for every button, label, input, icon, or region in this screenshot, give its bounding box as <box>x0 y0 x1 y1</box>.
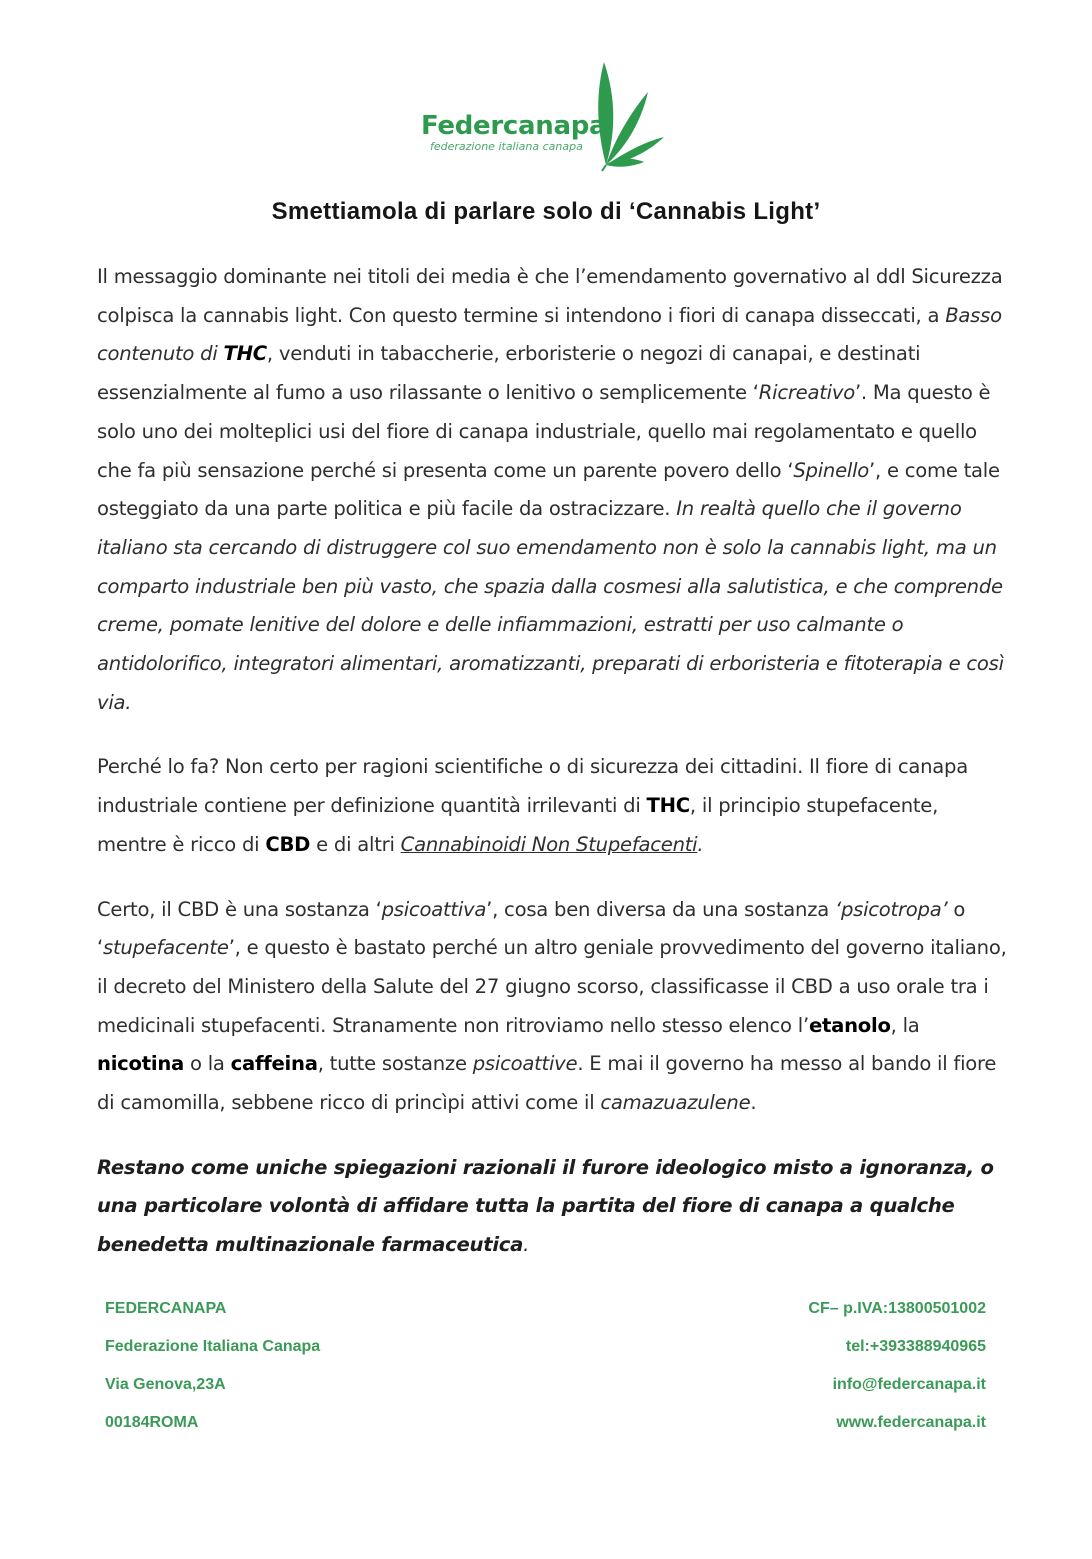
text-run: . <box>697 832 704 856</box>
footer-city: 00184ROMA <box>105 1414 199 1431</box>
footer-address <box>105 1290 320 1442</box>
text-run: Il messaggio dominante nei titoli dei media è che l’emendamento governativo al ddl Sicurezza colpisca la cannabis light. Con questo termine si intendono i fiori di canapa disseccati, a <box>97 265 1003 327</box>
bold-term: CBD <box>265 832 311 856</box>
emphasis-bold: THC <box>223 342 267 366</box>
footer-vat: CF– p.IVA:13800501002 <box>808 1300 986 1317</box>
emphasis: psicoattive <box>472 1052 578 1076</box>
text-run: Perché lo fa? Non certo per ragioni scientifiche o di sicurezza dei cittadini. Il fiore di canapa industriale contiene per definizione quantità irrilevanti di <box>97 755 968 818</box>
text-run: , venduti in tabaccherie, erboristerie o negozi di canapai, e destinati essenzialmente al fumo a uso rilassante o lenitivo o semplicemente ‘ <box>97 342 921 405</box>
text-run: ’. Ma questo è solo uno dei molteplici usi del fiore di canapa industriale, quello mai regolamentato e quello che fa più sensazione perché si presenta come un parente povero dello ‘ <box>97 381 991 482</box>
emphasis: In realtà quello che il governo italiano sta cercando di distruggere col suo emendamento non è solo la cannabis light, ma un comparto industriale ben più vasto, che spazia dalla cosmesi alla salutistica, e che comprende creme, pomate lenitive del dolore e delle infiammazioni, estratti per uso calmante o antidolorifico, integratori alimentari, aromatizzanti, preparati di erboristeria e fitoterapia e così via. <box>97 497 1004 714</box>
text-run: o la <box>184 1052 231 1076</box>
emphasis: Ricreativo <box>758 381 855 405</box>
text-run: e di altri <box>310 832 401 856</box>
emphasis: ‘psicotropa’ <box>834 897 948 921</box>
underlined-term: Cannabinoidi Non Stupefacenti <box>400 832 698 856</box>
footer-phone: tel:+393388940965 <box>845 1338 986 1355</box>
closing-text: Restano come uniche spiegazioni razionali il furore ideologico misto a ignoranza, o una particolare volontà di affidare tutta la partita del fiore di canapa a qualche benedetta multinazionale farmaceutica <box>97 1155 994 1257</box>
text-run: , la <box>890 1013 920 1037</box>
paragraph-3 <box>97 891 1007 1123</box>
closing-period: . <box>523 1233 530 1257</box>
text-run: ’, cosa ben diversa da una sostanza <box>486 897 835 921</box>
text-run: o ‘ <box>97 897 966 960</box>
closing-statement <box>97 1149 1007 1265</box>
text-run: , il principio stupefacente, mentre è ricco di <box>97 794 939 856</box>
logo-wordmark: Federcanapa <box>421 111 607 141</box>
footer-contacts <box>808 1290 986 1442</box>
footer-email: info@federcanapa.it <box>832 1376 986 1393</box>
footer-street: Via Genova,23A <box>105 1376 226 1393</box>
bold-term: nicotina <box>97 1052 184 1076</box>
text-run: ’, e questo è bastato perché un altro geniale provvedimento del governo italiano, il decreto del Ministero della Salute del 27 giugno scorso, classificasse il CBD a uso orale tra i medicinali stupefacenti. Stranamente non ritroviamo nello stesso elenco l’ <box>97 936 1007 1037</box>
emphasis: Spinello <box>793 458 870 482</box>
paragraph-2 <box>97 748 1007 864</box>
text-run: ’, e come tale osteggiato da una parte politica e più facile da ostracizzare. <box>97 458 1000 521</box>
document-body <box>97 258 1007 1265</box>
paragraph-1 <box>97 258 1007 722</box>
logo-tagline: federazione italiana canapa <box>430 140 583 153</box>
federcanapa-logo <box>418 55 678 175</box>
bold-term: THC <box>646 794 690 818</box>
text-run: Certo, il CBD è una sostanza ‘ <box>97 897 382 921</box>
footer-website: www.federcanapa.it <box>836 1414 986 1431</box>
text-run: . <box>750 1091 757 1115</box>
emphasis: Basso contenuto di <box>97 303 1002 366</box>
footer-org-name: FEDERCANAPA <box>105 1300 227 1317</box>
text-run: . E mai il governo ha messo al bando il fiore di camomilla, sebbene ricco di princìpi attivi come il <box>97 1052 997 1115</box>
bold-term: caffeina <box>230 1052 318 1076</box>
emphasis: psicoattiva <box>381 897 487 921</box>
emphasis: camazuazulene <box>600 1091 751 1115</box>
document-title: Smettiamola di parlare solo di ‘Cannabis Light’ <box>271 198 821 225</box>
bold-term: etanolo <box>808 1013 891 1037</box>
text-run: , tutte sostanze <box>317 1052 473 1076</box>
footer-org-full-name: Federazione Italiana Canapa <box>105 1338 321 1355</box>
emphasis: stupefacente <box>102 936 229 960</box>
